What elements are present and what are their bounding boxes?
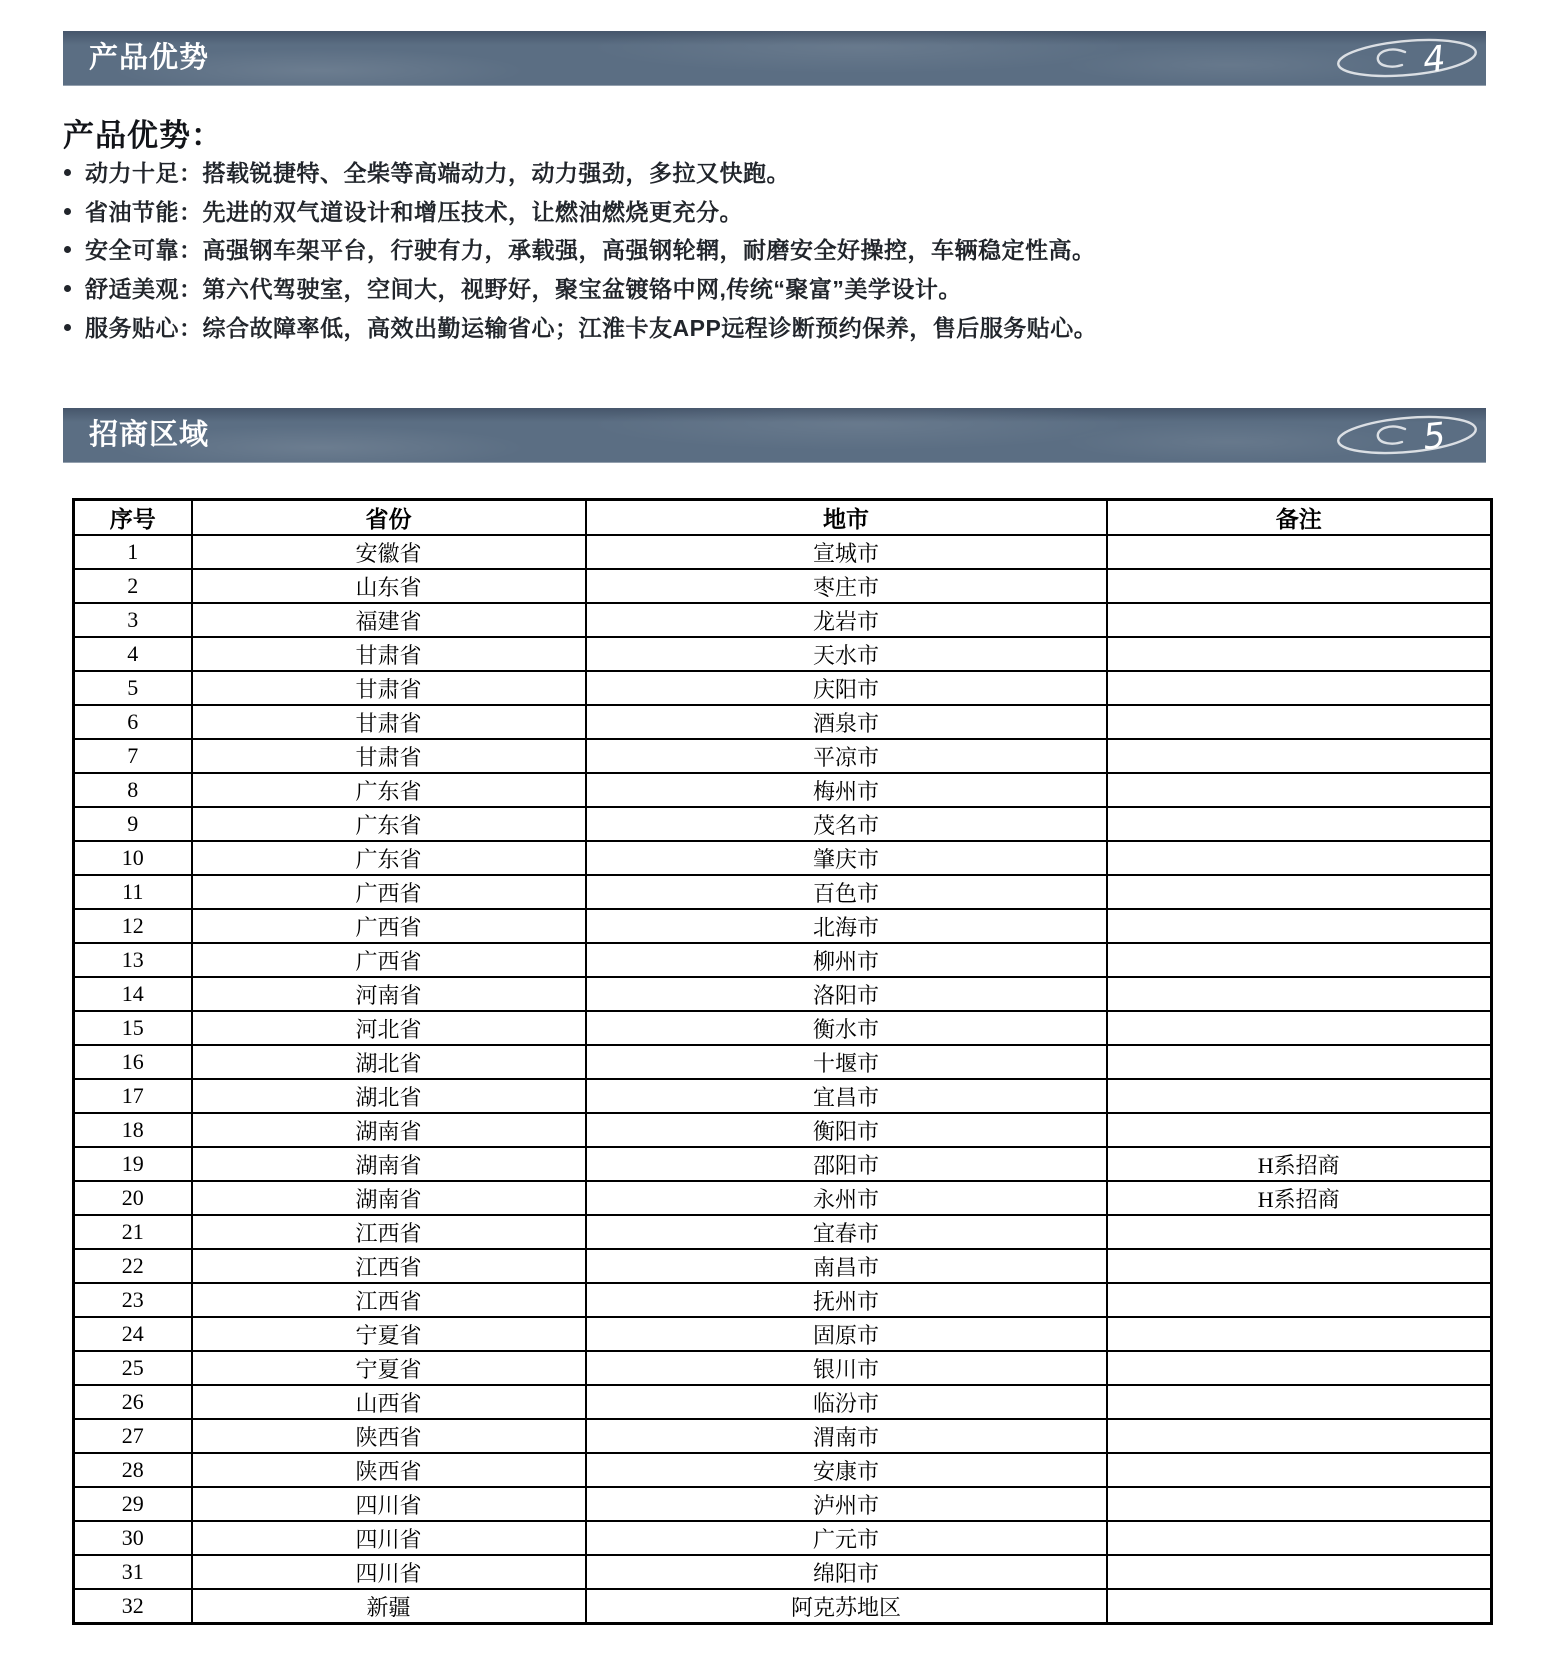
table-row bbox=[74, 807, 1492, 841]
table-cell: 广东省 bbox=[192, 807, 586, 841]
table-row bbox=[74, 1079, 1492, 1113]
table-cell bbox=[1107, 773, 1492, 807]
table-cell: 湖南省 bbox=[192, 1181, 586, 1215]
table-cell: 宜春市 bbox=[586, 1215, 1107, 1249]
table-cell: 14 bbox=[74, 977, 192, 1011]
table-cell: 衡阳市 bbox=[586, 1113, 1107, 1147]
column-header: 备注 bbox=[1107, 500, 1492, 536]
table-cell: 绵阳市 bbox=[586, 1555, 1107, 1589]
table-cell: 湖南省 bbox=[192, 1147, 586, 1181]
table-cell: 18 bbox=[74, 1113, 192, 1147]
ellipse-scribble-icon bbox=[1335, 36, 1483, 81]
table-cell: 洛阳市 bbox=[586, 977, 1107, 1011]
table-body bbox=[74, 535, 1492, 1624]
table-cell bbox=[1107, 1351, 1492, 1385]
table-cell bbox=[1107, 1385, 1492, 1419]
table-cell bbox=[1107, 1317, 1492, 1351]
table-cell: 宜昌市 bbox=[586, 1079, 1107, 1113]
table-cell: 湖北省 bbox=[192, 1079, 586, 1113]
table-cell: 梅州市 bbox=[586, 773, 1107, 807]
table-cell: 安康市 bbox=[586, 1453, 1107, 1487]
table-cell: 龙岩市 bbox=[586, 603, 1107, 637]
advantage-text: 舒适美观：第六代驾驶室，空间大，视野好，聚宝盆镀铬中网,传统“聚富”美学设计。 bbox=[85, 275, 962, 302]
table-cell: 23 bbox=[74, 1283, 192, 1317]
table-cell: 陕西省 bbox=[192, 1419, 586, 1453]
section-bar-title: 招商区域 bbox=[89, 419, 210, 451]
advantage-item bbox=[64, 307, 1484, 346]
table-cell: 24 bbox=[74, 1317, 192, 1351]
table-cell: H系招商 bbox=[1107, 1147, 1492, 1181]
table-cell: 安徽省 bbox=[192, 535, 586, 569]
table-cell: 湖北省 bbox=[192, 1045, 586, 1079]
table-cell: 平凉市 bbox=[586, 739, 1107, 773]
table-cell: 甘肃省 bbox=[192, 739, 586, 773]
region-table bbox=[72, 498, 1493, 1625]
advantage-text: 动力十足：搭载锐捷特、全柴等高端动力，动力强劲，多拉又快跑。 bbox=[85, 159, 790, 186]
table-cell: 衡水市 bbox=[586, 1011, 1107, 1045]
table-row bbox=[74, 1113, 1492, 1147]
table-cell: 8 bbox=[74, 773, 192, 807]
table-cell: 3 bbox=[74, 603, 192, 637]
table-row bbox=[74, 1011, 1492, 1045]
table-cell: 7 bbox=[74, 739, 192, 773]
table-cell bbox=[1107, 807, 1492, 841]
table-cell: 广东省 bbox=[192, 841, 586, 875]
table-cell bbox=[1107, 875, 1492, 909]
table-cell bbox=[1107, 1487, 1492, 1521]
table-cell bbox=[1107, 1079, 1492, 1113]
page-number-badge bbox=[1335, 36, 1483, 81]
table-row bbox=[74, 1249, 1492, 1283]
table-cell bbox=[1107, 1113, 1492, 1147]
table-cell: 21 bbox=[74, 1215, 192, 1249]
table-cell: 福建省 bbox=[192, 603, 586, 637]
table-row bbox=[74, 1521, 1492, 1555]
table-cell bbox=[1107, 1011, 1492, 1045]
table-cell bbox=[1107, 943, 1492, 977]
table-cell: 柳州市 bbox=[586, 943, 1107, 977]
table-row bbox=[74, 1487, 1492, 1521]
bullet-dot-icon bbox=[64, 324, 71, 331]
table-cell: 广西省 bbox=[192, 875, 586, 909]
table-cell: 茂名市 bbox=[586, 807, 1107, 841]
column-header: 序号 bbox=[74, 500, 192, 536]
table-cell: 28 bbox=[74, 1453, 192, 1487]
table-row bbox=[74, 1215, 1492, 1249]
table-cell: 2 bbox=[74, 569, 192, 603]
table-cell: 泸州市 bbox=[586, 1487, 1107, 1521]
table-row bbox=[74, 603, 1492, 637]
table-cell: 19 bbox=[74, 1147, 192, 1181]
table-cell: 新疆 bbox=[192, 1589, 586, 1624]
advantages-list bbox=[64, 152, 1484, 345]
table-row bbox=[74, 1317, 1492, 1351]
section-bar-regions bbox=[63, 408, 1486, 463]
table-cell: 1 bbox=[74, 535, 192, 569]
table-cell: 十堰市 bbox=[586, 1045, 1107, 1079]
table-cell: 27 bbox=[74, 1419, 192, 1453]
table-cell bbox=[1107, 1555, 1492, 1589]
table-cell: 酒泉市 bbox=[586, 705, 1107, 739]
table-row bbox=[74, 1555, 1492, 1589]
column-header: 地市 bbox=[586, 500, 1107, 536]
table-row bbox=[74, 773, 1492, 807]
table-cell: 山西省 bbox=[192, 1385, 586, 1419]
table-cell: 临汾市 bbox=[586, 1385, 1107, 1419]
page-number: 5 bbox=[1421, 416, 1448, 458]
table-cell: 四川省 bbox=[192, 1487, 586, 1521]
table-cell: 北海市 bbox=[586, 909, 1107, 943]
table-row bbox=[74, 1283, 1492, 1317]
table-cell: 9 bbox=[74, 807, 192, 841]
table-cell: 天水市 bbox=[586, 637, 1107, 671]
table-cell bbox=[1107, 1589, 1492, 1624]
table-cell: 抚州市 bbox=[586, 1283, 1107, 1317]
table-row bbox=[74, 1453, 1492, 1487]
table-cell: 湖南省 bbox=[192, 1113, 586, 1147]
table-row bbox=[74, 1419, 1492, 1453]
section-bar-title: 产品优势 bbox=[89, 42, 210, 74]
section-bar-product-advantages bbox=[63, 31, 1486, 86]
table-cell bbox=[1107, 1521, 1492, 1555]
table-cell: 庆阳市 bbox=[586, 671, 1107, 705]
table-cell: 广西省 bbox=[192, 943, 586, 977]
table-row bbox=[74, 637, 1492, 671]
table-cell: 邵阳市 bbox=[586, 1147, 1107, 1181]
table-cell: 渭南市 bbox=[586, 1419, 1107, 1453]
table-cell bbox=[1107, 1045, 1492, 1079]
table-row bbox=[74, 569, 1492, 603]
advantage-text: 服务贴心：综合故障率低，高效出勤运输省心；江淮卡友APP远程诊断预约保养，售后服务贴心。 bbox=[85, 314, 1098, 341]
table-cell: 4 bbox=[74, 637, 192, 671]
table-row bbox=[74, 705, 1492, 739]
table-cell: 30 bbox=[74, 1521, 192, 1555]
advantage-item bbox=[64, 152, 1484, 191]
advantages-heading: 产品优势： bbox=[63, 118, 223, 153]
advantage-item bbox=[64, 268, 1484, 307]
table-cell: 河北省 bbox=[192, 1011, 586, 1045]
table-cell: 枣庄市 bbox=[586, 569, 1107, 603]
table-cell: 32 bbox=[74, 1589, 192, 1624]
bullet-dot-icon bbox=[64, 285, 71, 292]
table-cell bbox=[1107, 1249, 1492, 1283]
table-cell: 肇庆市 bbox=[586, 841, 1107, 875]
table-cell bbox=[1107, 841, 1492, 875]
table-cell: 河南省 bbox=[192, 977, 586, 1011]
table-cell: 永州市 bbox=[586, 1181, 1107, 1215]
table-row bbox=[74, 1147, 1492, 1181]
table-cell: 银川市 bbox=[586, 1351, 1107, 1385]
table-cell bbox=[1107, 1453, 1492, 1487]
table-row bbox=[74, 943, 1492, 977]
table-cell: 16 bbox=[74, 1045, 192, 1079]
table-cell: 山东省 bbox=[192, 569, 586, 603]
table-cell: 宣城市 bbox=[586, 535, 1107, 569]
table-header-row bbox=[74, 500, 1492, 536]
advantage-item bbox=[64, 229, 1484, 268]
table-cell bbox=[1107, 535, 1492, 569]
table-cell: 29 bbox=[74, 1487, 192, 1521]
table-cell: 宁夏省 bbox=[192, 1317, 586, 1351]
table-cell: 15 bbox=[74, 1011, 192, 1045]
table-cell: H系招商 bbox=[1107, 1181, 1492, 1215]
table-cell bbox=[1107, 671, 1492, 705]
table-cell: 20 bbox=[74, 1181, 192, 1215]
table-cell: 22 bbox=[74, 1249, 192, 1283]
table-row bbox=[74, 1385, 1492, 1419]
table-cell bbox=[1107, 637, 1492, 671]
ellipse-scribble-icon bbox=[1335, 413, 1483, 458]
table-cell: 10 bbox=[74, 841, 192, 875]
table-cell: 25 bbox=[74, 1351, 192, 1385]
table-cell: 甘肃省 bbox=[192, 705, 586, 739]
table-cell: 26 bbox=[74, 1385, 192, 1419]
table-cell: 6 bbox=[74, 705, 192, 739]
table-cell: 南昌市 bbox=[586, 1249, 1107, 1283]
table-cell: 甘肃省 bbox=[192, 637, 586, 671]
table-cell bbox=[1107, 705, 1492, 739]
advantage-text: 安全可靠：高强钢车架平台，行驶有力，承载强，高强钢轮辋，耐磨安全好操控，车辆稳定性高。 bbox=[85, 237, 1096, 264]
table-cell bbox=[1107, 1419, 1492, 1453]
advantage-text: 省油节能：先进的双气道设计和增压技术，让燃油燃烧更充分。 bbox=[85, 198, 743, 225]
table-cell: 江西省 bbox=[192, 1249, 586, 1283]
table-row bbox=[74, 1351, 1492, 1385]
table-cell: 江西省 bbox=[192, 1283, 586, 1317]
table-cell: 广元市 bbox=[586, 1521, 1107, 1555]
table-cell bbox=[1107, 569, 1492, 603]
page-number: 4 bbox=[1421, 39, 1448, 81]
table-row bbox=[74, 1045, 1492, 1079]
bullet-dot-icon bbox=[64, 208, 71, 215]
table-row bbox=[74, 909, 1492, 943]
table-cell bbox=[1107, 603, 1492, 637]
page-number-badge bbox=[1335, 413, 1483, 458]
table-row bbox=[74, 671, 1492, 705]
table-cell: 宁夏省 bbox=[192, 1351, 586, 1385]
table-cell: 5 bbox=[74, 671, 192, 705]
table-cell: 江西省 bbox=[192, 1215, 586, 1249]
table-row bbox=[74, 1181, 1492, 1215]
table-row bbox=[74, 535, 1492, 569]
table-cell: 陕西省 bbox=[192, 1453, 586, 1487]
table-cell: 四川省 bbox=[192, 1521, 586, 1555]
table-cell: 31 bbox=[74, 1555, 192, 1589]
table-cell bbox=[1107, 739, 1492, 773]
advantage-item bbox=[64, 191, 1484, 230]
table-row bbox=[74, 977, 1492, 1011]
bullet-dot-icon bbox=[64, 169, 71, 176]
table-row bbox=[74, 739, 1492, 773]
table-cell: 广西省 bbox=[192, 909, 586, 943]
table-row bbox=[74, 1589, 1492, 1624]
column-header: 省份 bbox=[192, 500, 586, 536]
table-cell: 广东省 bbox=[192, 773, 586, 807]
table-cell: 17 bbox=[74, 1079, 192, 1113]
table-cell bbox=[1107, 1215, 1492, 1249]
table-row bbox=[74, 875, 1492, 909]
table-cell: 阿克苏地区 bbox=[586, 1589, 1107, 1624]
table-row bbox=[74, 841, 1492, 875]
table-cell bbox=[1107, 909, 1492, 943]
table-cell: 13 bbox=[74, 943, 192, 977]
table-cell bbox=[1107, 1283, 1492, 1317]
table-cell: 固原市 bbox=[586, 1317, 1107, 1351]
table-cell: 百色市 bbox=[586, 875, 1107, 909]
table-cell: 甘肃省 bbox=[192, 671, 586, 705]
table-cell: 12 bbox=[74, 909, 192, 943]
table-cell bbox=[1107, 977, 1492, 1011]
table-cell: 11 bbox=[74, 875, 192, 909]
bullet-dot-icon bbox=[64, 246, 71, 253]
table-cell: 四川省 bbox=[192, 1555, 586, 1589]
